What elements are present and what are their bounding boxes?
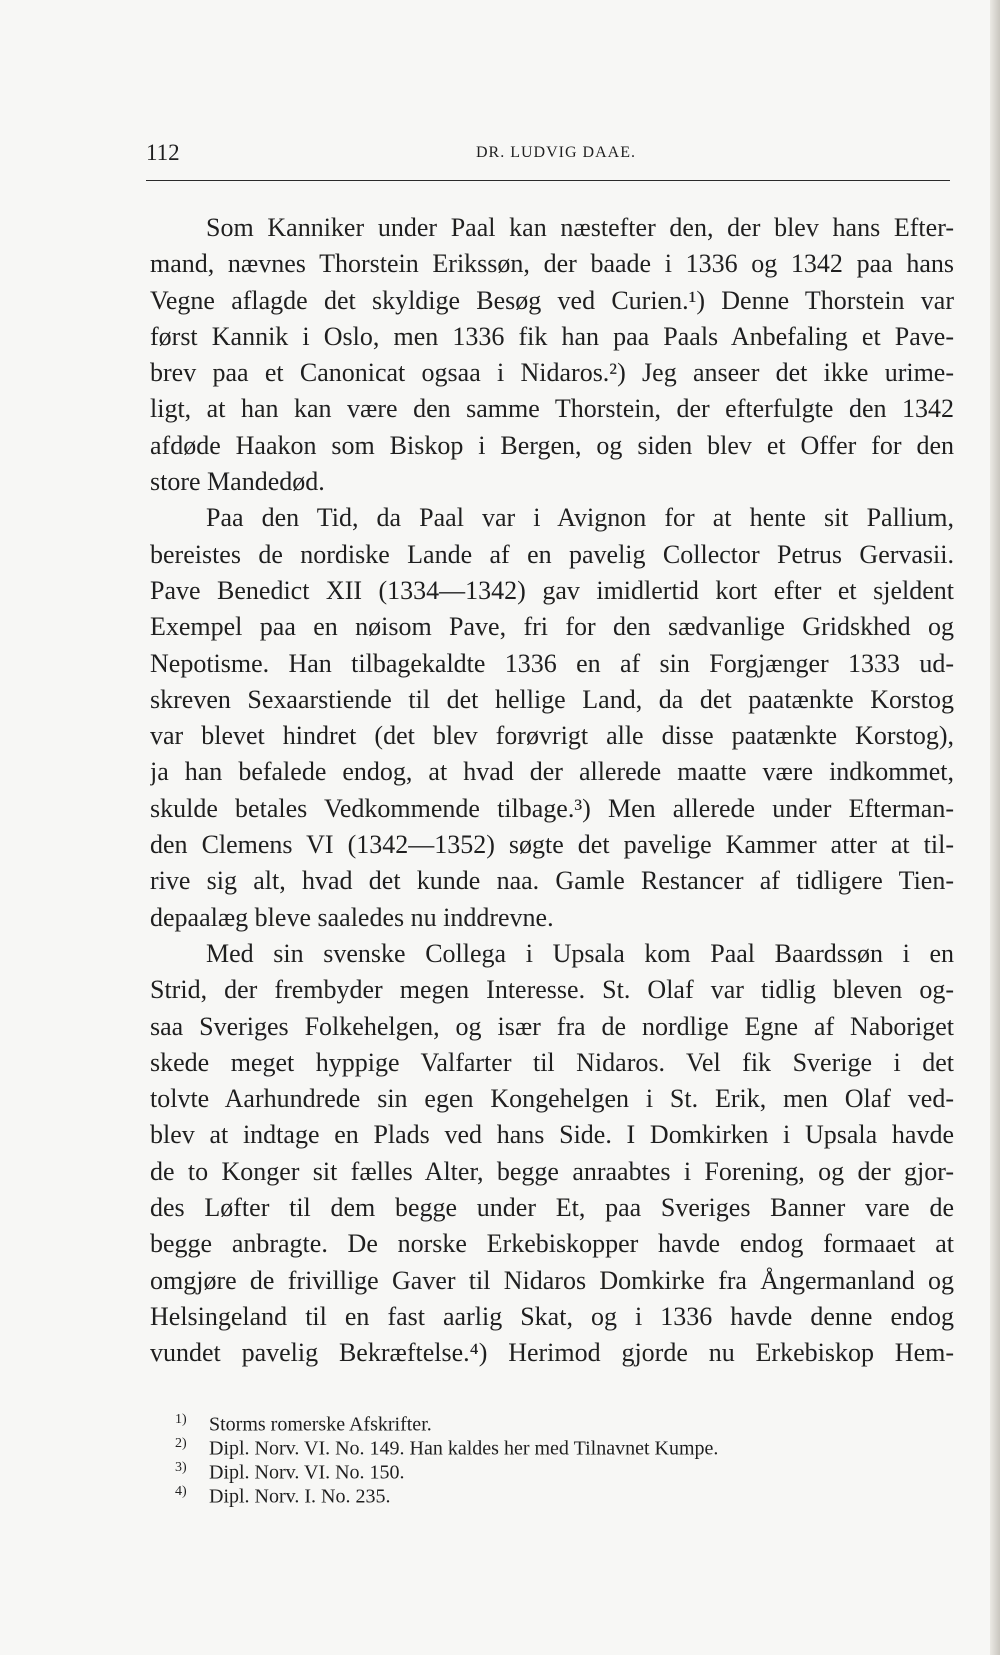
- text-line: des Løfter til dem begge under Et, paa Sveriges Banner vare de: [150, 1193, 954, 1223]
- text-line: bereistes de nordiske Lande af en pavelig Collector Petrus Gervasii.: [150, 539, 954, 569]
- text-line: skreven Sexaarstiende til det hellige Land, da det paatænkte Korstog: [150, 684, 954, 714]
- page-edge-shadow: [990, 0, 1000, 1655]
- footnotes: [175, 1408, 895, 1508]
- footnote-mark: 1): [175, 1412, 187, 1427]
- text-line: Paa den Tid, da Paal var i Avignon for at hente sit Pallium,: [206, 503, 954, 533]
- footnote-mark: 4): [175, 1484, 187, 1499]
- text-line: Pave Benedict XII (1334—1342) gav imidlertid kort efter et sjeldent: [150, 575, 954, 605]
- text-line: blev at indtage en Plads ved hans Side. I Domkirken i Upsala havde: [150, 1120, 954, 1150]
- text-line: Strid, der frembyder megen Interesse. St. Olaf var tidlig bleven og-: [150, 975, 954, 1005]
- text-line: de to Konger sit fælles Alter, begge anraabtes i Forening, og der gjor-: [150, 1156, 954, 1186]
- footnote-text: Dipl. Norv. I. No. 235.: [209, 1485, 391, 1508]
- text-line: den Clemens VI (1342—1352) søgte det pavelige Kammer atter at til-: [150, 830, 954, 860]
- text-line: tolvte Aarhundrede sin egen Kongehelgen i St. Erik, men Olaf ved-: [150, 1084, 954, 1114]
- page-number: 112: [146, 140, 180, 165]
- text-line: mand, nævnes Thorstein Erikssøn, der baade i 1336 og 1342 paa hans: [150, 249, 954, 279]
- text-line: store Mandedød.: [150, 467, 325, 497]
- text-line: først Kannik i Oslo, men 1336 fik han paa Paals Anbefaling et Pave-: [150, 321, 954, 351]
- text-line: ja han befalede endog, at hvad der allerede maatte være indkommet,: [150, 757, 954, 787]
- text-line: vundet pavelig Bekræftelse.⁴) Herimod gjorde nu Erkebiskop Hem-: [150, 1338, 954, 1368]
- running-head: [146, 140, 950, 181]
- footnote-text: Storms romerske Afskrifter.: [209, 1413, 432, 1436]
- text-line: depaalæg bleve saaledes nu inddrevne.: [150, 902, 554, 932]
- text-line: brev paa et Canonicat ogsaa i Nidaros.²) Jeg anseer det ikke urime-: [150, 358, 954, 388]
- footnote-mark: 2): [175, 1436, 187, 1451]
- text-line: rive sig alt, hvad det kunde naa. Gamle Restancer af tidligere Tien-: [150, 866, 954, 896]
- footnote-mark: 3): [175, 1460, 187, 1475]
- text-line: begge anbragte. De norske Erkebiskopper havde endog formaaet at: [150, 1229, 954, 1259]
- text-line: Med sin svenske Collega i Upsala kom Paal Baardssøn i en: [206, 938, 954, 968]
- text-line: omgjøre de frivillige Gaver til Nidaros Domkirke fra Ångermanland og: [150, 1265, 954, 1295]
- footnote: [175, 1480, 895, 1508]
- text-line: skulde betales Vedkommende tilbage.³) Men allerede under Efterman-: [150, 793, 954, 823]
- text-line: afdøde Haakon som Biskop i Bergen, og siden blev et Offer for den: [150, 430, 954, 460]
- footnote: [175, 1432, 895, 1460]
- footnote-text: Dipl. Norv. VI. No. 150.: [209, 1461, 405, 1484]
- running-title: DR. LUDVIG DAAE.: [476, 144, 636, 161]
- text-line: var blevet hindret (det blev forøvrigt alle disse paatænkte Korstog),: [150, 721, 954, 751]
- text-line: Helsingeland til en fast aarlig Skat, og i 1336 havde denne endog: [150, 1301, 954, 1331]
- text-line: Nepotisme. Han tilbagekaldte 1336 en af sin Forgjænger 1333 ud-: [150, 648, 954, 678]
- text-line: skede meget hyppige Valfarter til Nidaros. Vel fik Sverige i det: [150, 1047, 954, 1077]
- text-line: Exempel paa en nøisom Pave, fri for den sædvanlige Gridskhed og: [150, 612, 954, 642]
- text-line: Som Kanniker under Paal kan næstefter den, der blev hans Efter-: [206, 213, 954, 242]
- text-line: saa Sveriges Folkehelgen, og især fra de nordlige Egne af Naboriget: [150, 1011, 954, 1041]
- footnote-text: Dipl. Norv. VI. No. 149. Han kaldes her med Tilnavnet Kumpe.: [209, 1437, 719, 1460]
- text-line: ligt, at han kan være den samme Thorstein, der efterfulgte den 1342: [150, 394, 954, 424]
- text-line: Vegne aflagde det skyldige Besøg ved Curien.¹) Denne Thorstein var: [150, 285, 954, 315]
- footnote: [175, 1408, 895, 1436]
- body-text: [150, 210, 954, 1372]
